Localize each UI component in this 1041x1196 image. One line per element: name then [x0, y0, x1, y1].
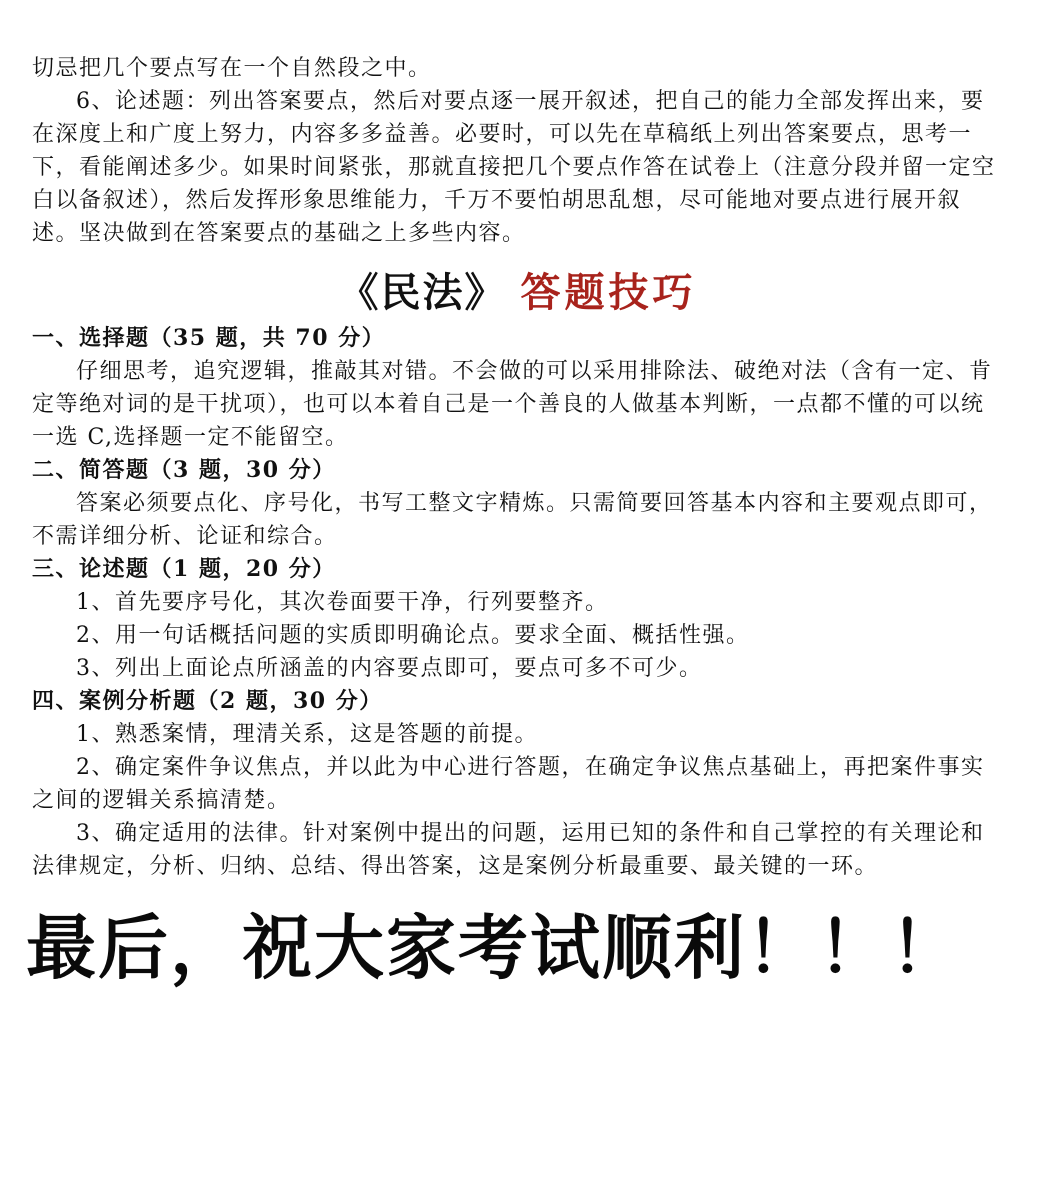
section-paragraph: 3、确定适用的法律。针对案例中提出的问题，运用已知的条件和自己掌控的有关理论和法律规定，分析、归纳、总结、得出答案，这是案例分析最重要、最关键的一环。 [32, 821, 985, 879]
section-paragraph: 3、列出上面论点所涵盖的内容要点即可，要点可多不可少。 [76, 656, 703, 681]
section-short-answer [32, 454, 1003, 553]
section-paragraph: 仔细思考，追究逻辑，推敲其对错。不会做的可以采用排除法、破绝对法（含有一定、肯定等绝对词的是干扰项），也可以本着自己是一个善良的人做基本判断，一点都不懂的可以统一选 C,选择题一定不能留空。 [32, 359, 993, 450]
section-paragraph: 1、首先要序号化，其次卷面要干净，行列要整齐。 [76, 590, 609, 615]
intro-item-6: 6、论述题：列出答案要点，然后对要点逐一展开叙述，把自己的能力全部发挥出来，要在深度上和广度上努力，内容多多益善。必要时，可以先在草稿纸上列出答案要点，思考一下，看能阐述多少。如果时间紧张，那就直接把几个要点作答在试卷上（注意分段并留一定空白以备叙述），然后发挥形象思维能力，千万不要怕胡思乱想，尽可能地对要点进行展开叙述。坚决做到在答案要点的基础之上多些内容。 [32, 89, 996, 246]
section-heading: 三、论述题（1 题，20 分） [32, 556, 336, 582]
section-heading: 四、案例分析题（2 题，30 分） [32, 688, 383, 714]
title-answer-tips: 答题技巧 [520, 268, 697, 316]
document-title [32, 256, 1003, 322]
section-heading: 一、选择题（35 题，共 70 分） [32, 325, 386, 351]
intro-line: 切忌把几个要点写在一个自然段之中。 [32, 56, 432, 81]
section-heading: 二、简答题（3 题，30 分） [32, 457, 336, 483]
section-paragraph: 2、用一句话概括问题的实质即明确论点。要求全面、概括性强。 [76, 623, 750, 648]
closing-message: 最后，祝大家考试顺利！！！ [26, 907, 962, 989]
section-choice [32, 322, 1003, 454]
title-civil-law: 《民法》 [338, 268, 507, 316]
section-essay [32, 553, 1003, 685]
section-paragraph: 1、熟悉案情，理清关系，这是答题的前提。 [76, 722, 538, 747]
section-paragraph: 2、确定案件争议焦点，并以此为中心进行答题，在确定争议焦点基础上，再把案件事实之间的逻辑关系搞清楚。 [32, 755, 985, 813]
section-case-analysis [32, 685, 1003, 883]
section-paragraph: 答案必须要点化、序号化，书写工整文字精炼。只需简要回答基本内容和主要观点即可，不需详细分析、论证和综合。 [32, 491, 993, 549]
